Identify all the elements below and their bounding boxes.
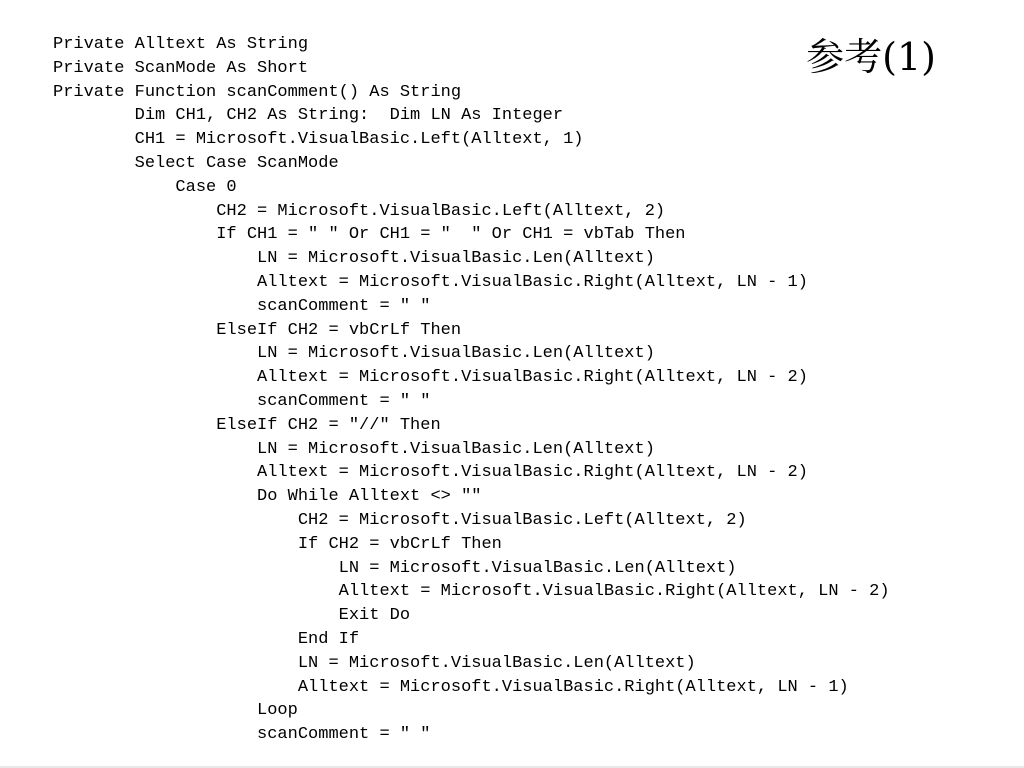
code-line: LN = Microsoft.VisualBasic.Len(Alltext) bbox=[53, 249, 655, 269]
code-line: Exit Do bbox=[53, 606, 411, 626]
code-line: Dim CH1, CH2 As String: Dim LN As Integer bbox=[53, 106, 564, 126]
code-line: Do While Alltext <> "" bbox=[53, 487, 482, 507]
code-line: CH2 = Microsoft.VisualBasic.Left(Alltext, 2) bbox=[53, 201, 666, 221]
code-line: scanComment = " " bbox=[53, 391, 431, 411]
code-line: Case 0 bbox=[53, 177, 237, 197]
code-line: LN = Microsoft.VisualBasic.Len(Alltext) bbox=[53, 653, 696, 673]
code-line: ElseIf CH2 = "//" Then bbox=[53, 415, 441, 435]
code-line: LN = Microsoft.VisualBasic.Len(Alltext) bbox=[53, 558, 737, 578]
code-line: Alltext = Microsoft.VisualBasic.Right(Alltext, LN - 1) bbox=[53, 272, 808, 292]
code-line: If CH2 = vbCrLf Then bbox=[53, 534, 502, 554]
code-line: Private Alltext As String bbox=[53, 35, 309, 54]
code-line: Alltext = Microsoft.VisualBasic.Right(Alltext, LN - 1) bbox=[53, 677, 849, 697]
code-line: CH2 = Microsoft.VisualBasic.Left(Alltext, 2) bbox=[53, 510, 747, 530]
code-line: scanComment = " " bbox=[53, 296, 431, 316]
code-line: LN = Microsoft.VisualBasic.Len(Alltext) bbox=[53, 344, 655, 364]
code-line: Alltext = Microsoft.VisualBasic.Right(Alltext, LN - 2) bbox=[53, 582, 890, 602]
code-line: Private Function scanComment() As String bbox=[53, 82, 462, 102]
code-line: ElseIf CH2 = vbCrLf Then bbox=[53, 320, 462, 340]
code-line: Private ScanMode As Short bbox=[53, 58, 309, 78]
code-line: If CH1 = " " Or CH1 = " " Or CH1 = vbTab Then bbox=[53, 225, 686, 245]
code-line: scanComment = " " bbox=[53, 725, 431, 745]
code-listing bbox=[53, 33, 890, 747]
slide-title: 参考(1) bbox=[806, 35, 936, 79]
code-line: Loop bbox=[53, 701, 298, 721]
code-line: End If bbox=[53, 629, 360, 649]
code-line: Alltext = Microsoft.VisualBasic.Right(Alltext, LN - 2) bbox=[53, 368, 808, 388]
code-line: LN = Microsoft.VisualBasic.Len(Alltext) bbox=[53, 439, 655, 459]
code-line: CH1 = Microsoft.VisualBasic.Left(Alltext, 1) bbox=[53, 130, 584, 150]
code-line: Alltext = Microsoft.VisualBasic.Right(Alltext, LN - 2) bbox=[53, 463, 808, 483]
code-line: Select Case ScanMode bbox=[53, 153, 339, 173]
